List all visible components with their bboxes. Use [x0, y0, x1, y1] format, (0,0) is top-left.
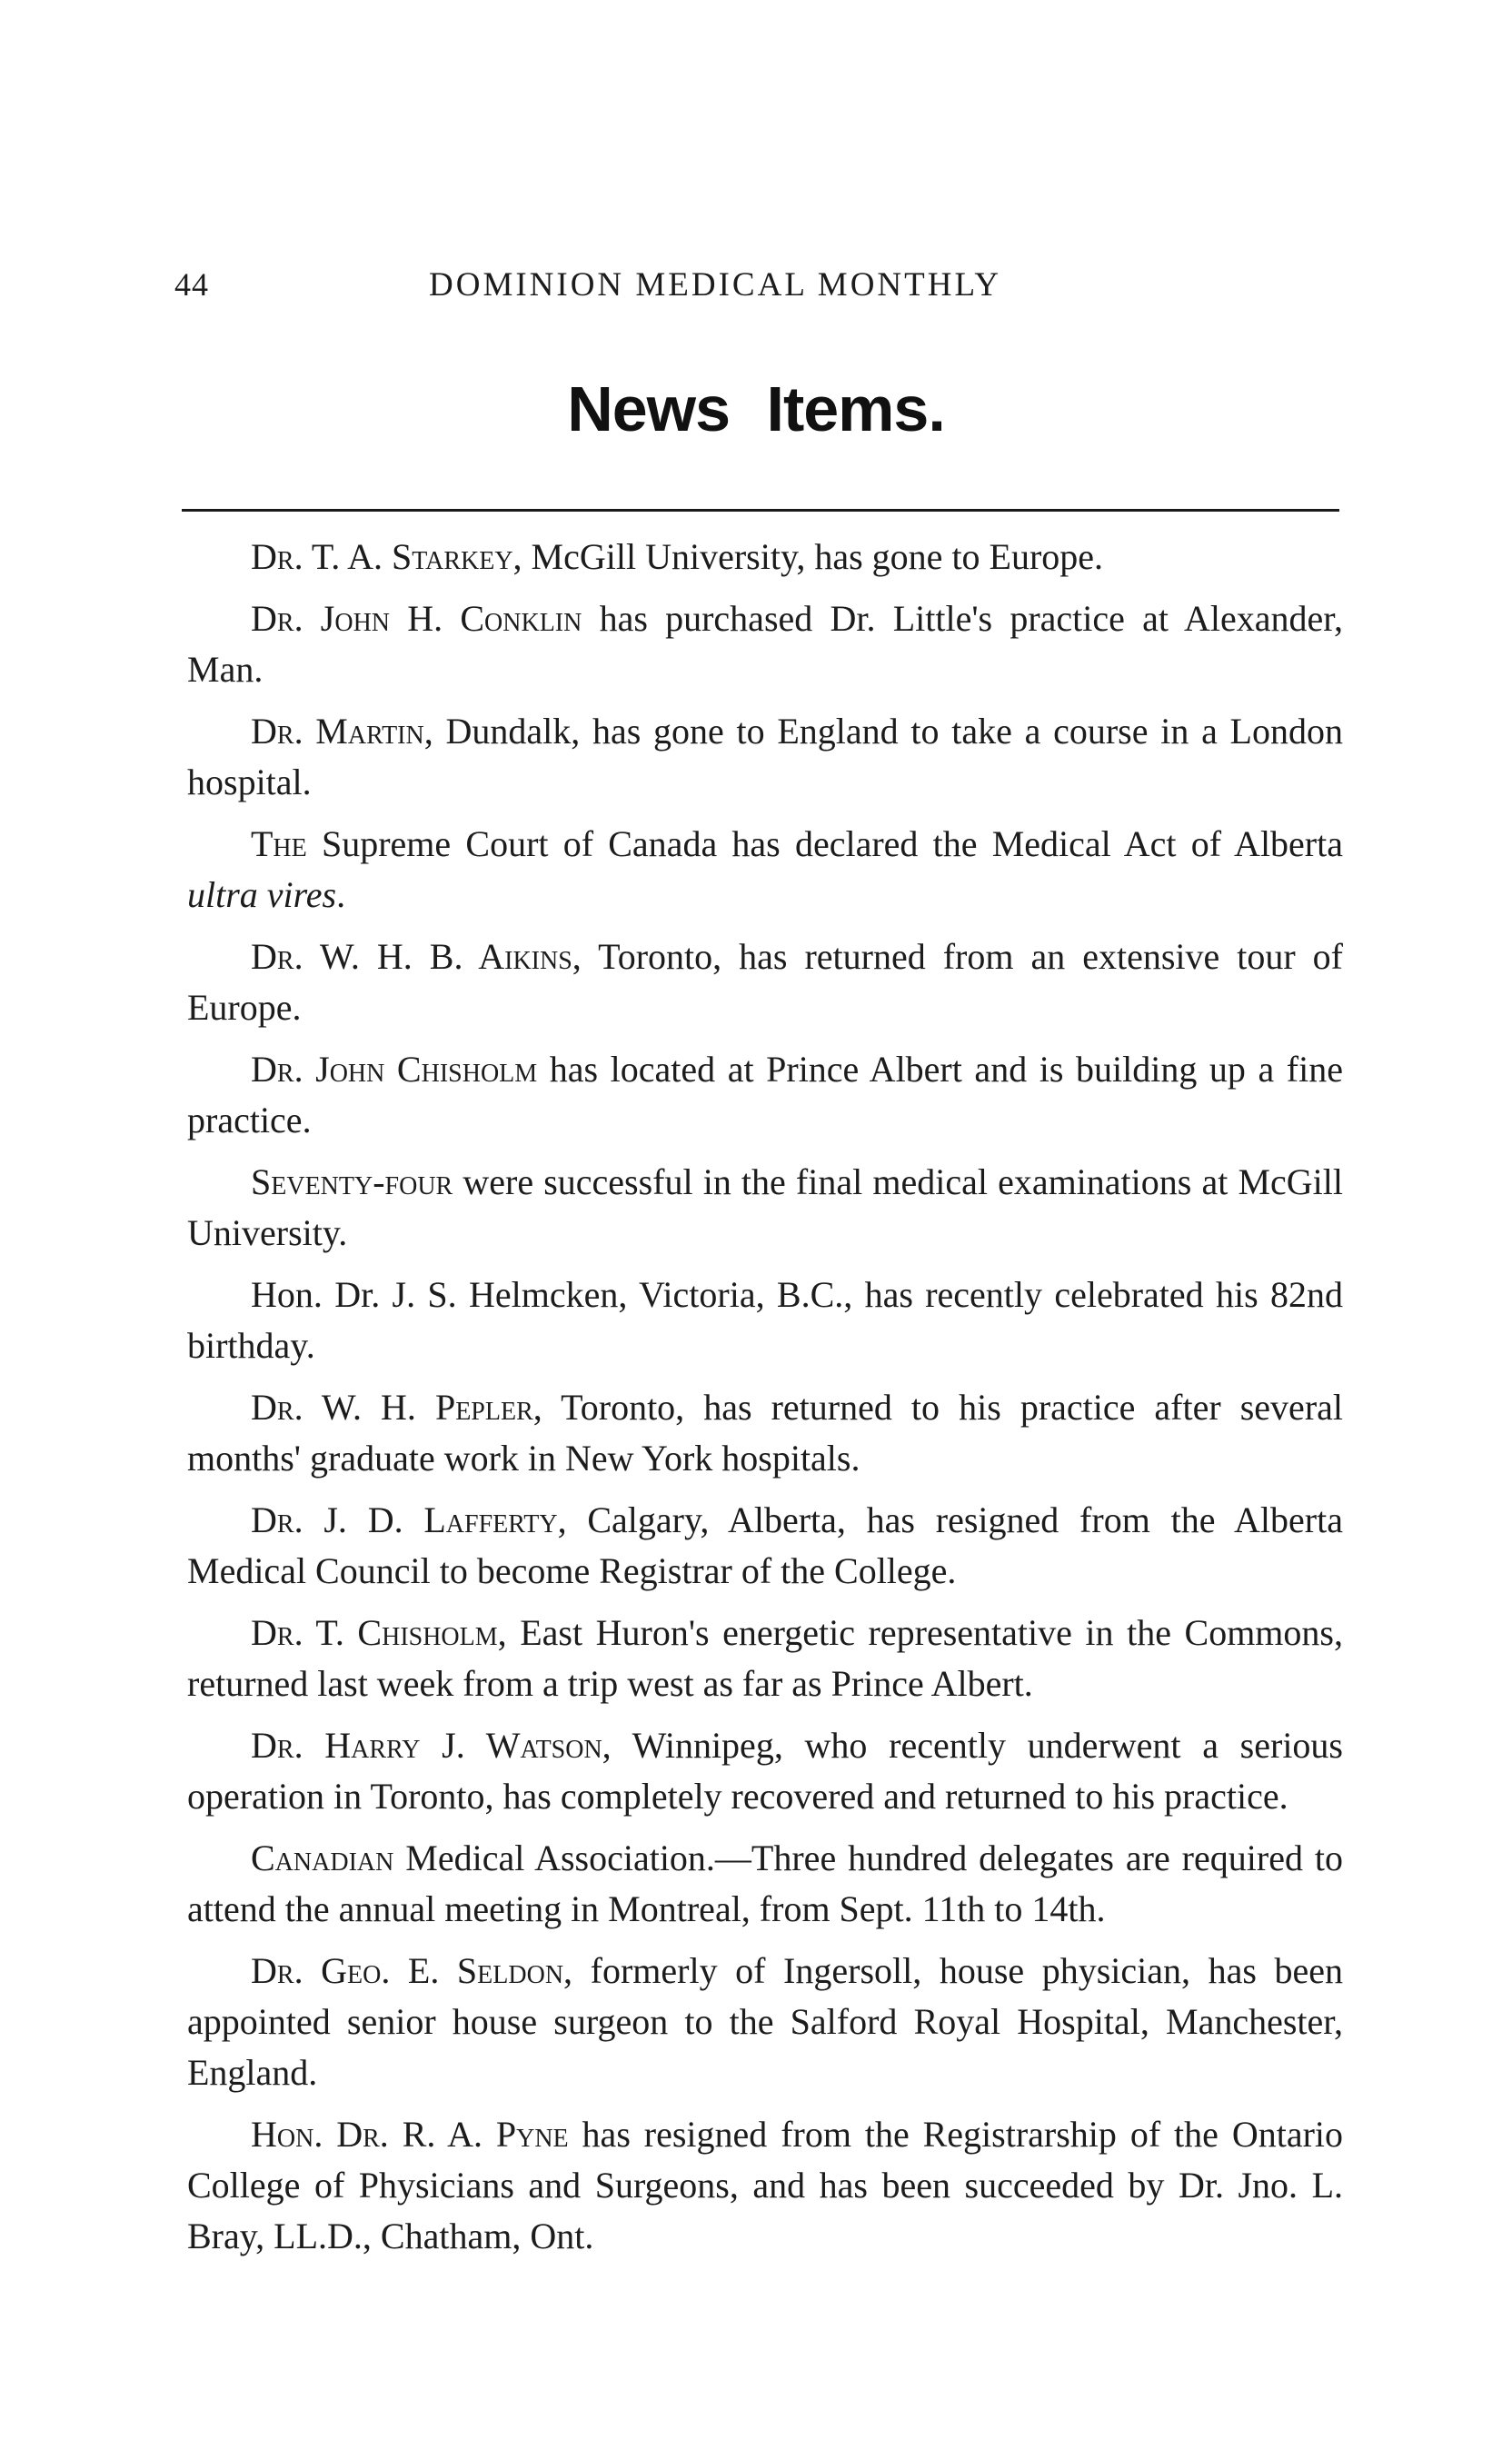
page-header	[174, 265, 1347, 313]
news-item-text: McGill University, has gone to Europe.	[522, 536, 1104, 577]
title-rule	[182, 509, 1339, 512]
news-item	[187, 1608, 1343, 1709]
news-item-text: Hon. Dr. J. S. Helmcken, Victoria, B.C., has recently celebrated his 82nd birthday.	[187, 1274, 1343, 1366]
news-item-text: formerly of Ingersoll, house physician, has been appointed senior house surgeon to the Salford Royal Hospital, Manchester, England.	[187, 1950, 1343, 2093]
news-item-text: Toronto, has returned to his practice after several months' graduate work in New York hospitals.	[187, 1387, 1344, 1479]
news-item-lead: Dr. W. H. Pepler,	[251, 1387, 542, 1428]
news-item	[187, 1833, 1343, 1935]
news-item-lead: Seventy-four	[251, 1161, 453, 1202]
news-item-lead: Dr. Geo. E. Seldon,	[251, 1950, 573, 1991]
news-item	[187, 593, 1343, 695]
news-item	[187, 1946, 1343, 2098]
news-item-text: Supreme Court of Canada has declared the Medical Act of Alberta	[306, 823, 1343, 864]
news-item-lead: Dr. John Chisholm	[251, 1049, 538, 1090]
running-head: DOMINION MEDICAL MONTHLY	[429, 266, 1002, 304]
news-item-lead: Canadian	[251, 1838, 394, 1878]
news-item-text: Dundalk, has gone to England to take a course in a London hospital.	[187, 711, 1343, 802]
news-item-text: Calgary, Alberta, has resigned from the Alberta Medical Council to become Registrar of the College.	[187, 1499, 1343, 1591]
news-item-tail: .	[336, 874, 346, 915]
news-item-text: East Huron's energetic representative in the Commons, returned last week from a trip west as far as Prince Albert.	[187, 1612, 1343, 1704]
news-item-lead: Dr. Harry J. Watson,	[251, 1725, 612, 1766]
news-item-lead: Dr. John H. Conklin	[251, 598, 582, 639]
news-item-lead: Hon. Dr. R. A. Pyne	[251, 2114, 569, 2155]
page-number: 44	[174, 266, 209, 303]
news-item-text: has resigned from the Registrarship of the Ontario College of Physicians and Surgeons, and has been succeeded by Dr. Jno. L. Bray, LL.D., Chatham, Ont.	[187, 2114, 1343, 2256]
news-item	[187, 706, 1343, 808]
news-item	[187, 1044, 1343, 1146]
news-item	[187, 1157, 1343, 1259]
news-item	[187, 931, 1343, 1033]
news-item-text: has purchased Dr. Little's practice at Alexander, Man.	[187, 598, 1343, 690]
news-item	[187, 532, 1343, 583]
news-item	[187, 1270, 1343, 1371]
news-item-text: Winnipeg, who recently underwent a serious operation in Toronto, has completely recovered and returned to his practice.	[187, 1725, 1343, 1817]
news-item-lead: Dr. J. D. Lafferty,	[251, 1499, 567, 1540]
news-item	[187, 1382, 1343, 1484]
news-item-text: were successful in the final medical examinations at McGill University.	[187, 1161, 1343, 1253]
news-item-emphasis: ultra vires	[187, 874, 337, 915]
news-item	[187, 1495, 1343, 1597]
news-item-lead: Dr. Martin,	[251, 711, 433, 752]
news-item-text: Medical Association.—Three hundred delegates are required to attend the annual meeting in Montreal, from Sept. 11th to 14th.	[187, 1838, 1343, 1929]
news-item-lead: The	[251, 823, 307, 864]
news-item	[187, 819, 1343, 921]
news-item-lead: Dr. T. Chisholm,	[251, 1612, 507, 1653]
news-item-text: has located at Prince Albert and is building up a fine practice.	[187, 1049, 1343, 1140]
news-item-text: Toronto, has returned from an extensive tour of Europe.	[187, 936, 1343, 1028]
news-item-lead: Dr. T. A. Starkey,	[251, 536, 522, 577]
news-item	[187, 1720, 1343, 1822]
section-title: News Items.	[567, 373, 945, 444]
news-item	[187, 2109, 1343, 2262]
news-items	[187, 532, 1343, 2273]
news-item-lead: Dr. W. H. B. Aikins,	[251, 936, 582, 977]
